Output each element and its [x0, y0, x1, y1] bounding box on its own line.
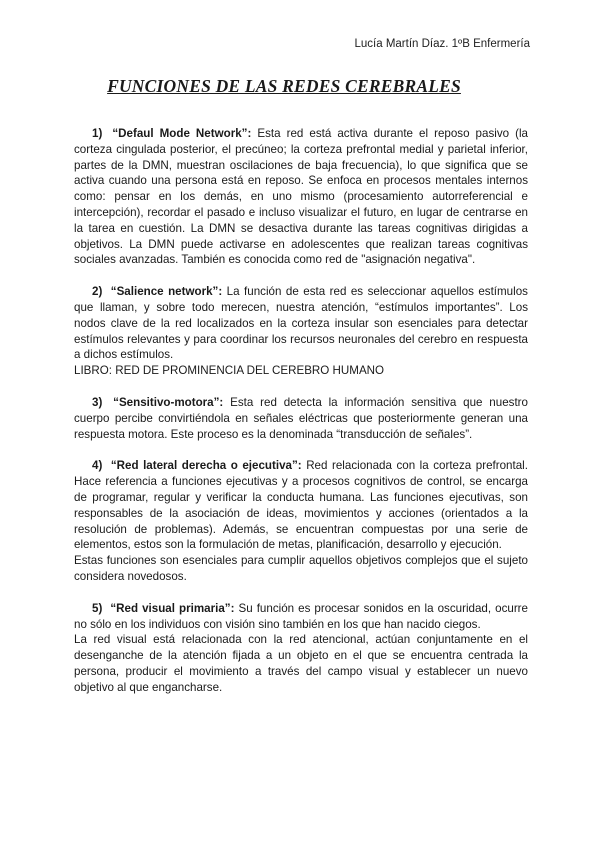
section-default-mode-network	[74, 126, 528, 268]
section-number: 2)	[92, 285, 103, 299]
section-paragraph	[74, 458, 528, 553]
section-note: Estas funciones son esenciales para cumplir aquellos objetivos complejos que el sujeto considera novedosos.	[74, 554, 528, 583]
section-text: Esta red está activa durante el reposo pasivo (la corteza cingulada posterior, el precúneo; la corteza prefrontal medial y parietal inferior, partes de la DMN, muestran oscilaciones de baja frecuencia), lo que significa que se activa cuando una persona está en reposo. Se enfoca en procesos mentales internos como: pensar en los demás, en uno mismo (procesamiento autorreferencial e intercepción), recordar el pasado e incluso visualizar el futuro, en lugar de centrarse en la tarea en cuestión. La DMN se desactiva durante las tareas cognitivas dirigidas a objetivos. La DMN puede activarse en adolescentes que realizan tareas cognitivas sociales avanzadas. También es conocida como red de "asignación negativa".	[74, 127, 528, 267]
author-header: Lucía Martín Díaz. 1ºB Enfermería	[354, 38, 530, 50]
section-heading: “Salience network”:	[110, 285, 223, 299]
section-paragraph	[74, 601, 528, 633]
section-number: 1)	[92, 127, 103, 140]
section-note: LIBRO: RED DE PROMINENCIA DEL CEREBRO HUMANO	[74, 364, 385, 378]
section-heading: “Red visual primaria”:	[110, 601, 235, 615]
section-note: La red visual está relacionada con la red atencional, actúan conjuntamente en el desenganche de la atención fijada a un objeto en el que se encuentra centrada la persona, producir el movimiento a través del campo visual y establecer un nuevo objetivo al que engancharse.	[74, 633, 528, 694]
section-paragraph	[74, 284, 528, 363]
section-heading: “Red lateral derecha o ejecutiva”:	[110, 459, 302, 473]
section-sensitivo-motora	[74, 395, 528, 442]
section-text: Red relacionada con la corteza prefrontal. Hace referencia a funciones ejecutivas y a procesos cognitivos de control, se encarga de programar, regular y verificar la conducta humana. Las funciones ejecutivas, son responsables de la asociación de ideas, movimientos y acciones (orientados a la resolución de problemas). Además, se encuentran compuestas por una serie de elementos, estos son la formulación de metas, planificación, desarrollo y ejecución.	[74, 459, 528, 552]
document-body	[74, 126, 528, 712]
section-red-lateral-derecha	[74, 458, 528, 584]
section-paragraph	[74, 395, 528, 442]
section-heading: “Defaul Mode Network”:	[112, 127, 252, 140]
section-salience-network	[74, 284, 528, 379]
section-paragraph	[74, 126, 528, 268]
section-number: 5)	[92, 601, 103, 615]
section-number: 3)	[92, 395, 103, 409]
page-title: FUNCIONES DE LAS REDES CEREBRALES	[107, 76, 461, 96]
section-text: Su función es procesar sonidos en la oscuridad, ocurre no sólo en los individuos con visión sino también en los que han nacido ciegos.	[74, 601, 528, 631]
section-text: La función de esta red es seleccionar aquellos estímulos que llaman, y sobre todo merecen, nuestra atención, “estímulos importantes”. Los nodos clave de la red localizados en la corteza insular son esenciales para detectar estímulos relevantes y para coordinar los recursos neuronales del cerebro en respuesta a dichos estímulos.	[74, 285, 528, 362]
section-text: Esta red detecta la información sensitiva que nuestro cuerpo percibe convirtiéndola en señales eléctricas que posteriormente generan una respuesta motora. Este proceso es la denominada “transducción de señales”.	[74, 395, 528, 441]
section-red-visual-primaria	[74, 601, 528, 696]
section-number: 4)	[92, 459, 103, 473]
section-heading: “Sensitivo-motora”:	[113, 395, 224, 409]
